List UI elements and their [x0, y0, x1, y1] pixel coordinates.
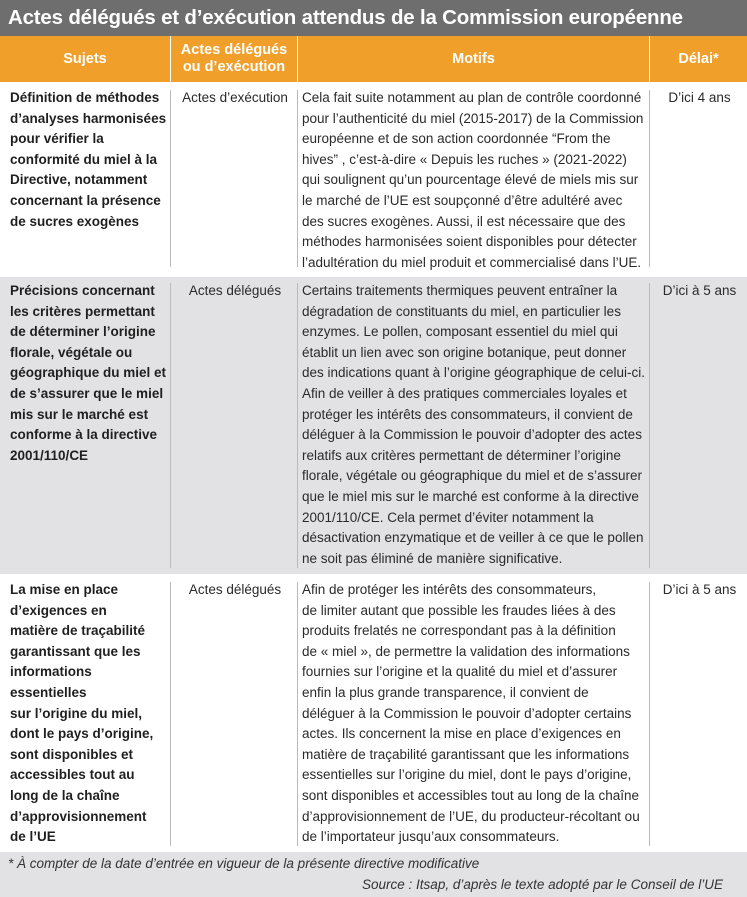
column-divider	[170, 283, 171, 568]
footnote: * À compter de la date d’entrée en vigueur de la présente directive modificative	[8, 856, 480, 871]
row-actes: Actes d’exécution	[182, 90, 288, 105]
row-delai: D’ici à 5 ans	[662, 582, 737, 597]
page-title: Actes délégués et d’exécution attendus de la Commission européenne	[0, 0, 747, 36]
row-motifs: Certains traitements thermiques peuvent entraîner la dégradation de constituants du miel, en particulier les enzymes. Le pollen, composant essentiel du miel qui établit un lien avec son origine botanique, peut donner des indications quant à l’origine géographique de celui-ci. Afin de veiller à des pratiques commerciales loyales et protéger les intérêts des consommateurs, il convient de déléguer à la Commission le pouvoir d’adopter des actes relatifs aux critères permettant de déterminer l’origine florale, végétale ou géographique du miel et de s’assurer que le miel mis sur le marché est conforme à la directive 2001/110/CE. Cela permet d’éviter notamment la désactivation enzymatique et de veiller à ce que le pollen ne soit pas éliminé de manière significative.	[302, 283, 645, 566]
footer	[0, 852, 747, 897]
row-delai: D’ici à 5 ans	[662, 283, 737, 298]
column-divider	[649, 582, 650, 846]
source-credit: Source : Itsap, d’après le texte adopté par le Conseil de l’UE	[362, 877, 723, 892]
table-header	[0, 36, 747, 82]
column-divider	[649, 283, 650, 568]
header-motifs: Motifs	[452, 50, 495, 67]
row-delai: D’ici 4 ans	[668, 90, 731, 105]
row-motifs: Cela fait suite notamment au plan de contrôle coordonné pour l’authenticité du miel (2015-2017) de la Commission européenne et de son action coordonnée “From the hives” , c’est-à-dire « Depuis les ruches » (2021-2022) qui soulignent qu’un pourcentage élevé de miels mis sur le marché de l’UE est soupçonné d’être adultéré avec des sucres exogènes. Aussi, il est nécessaire que des méthodes harmonisées soient disponibles pour détecter l’adultération du miel produit et commercialisé dans l’UE.	[302, 90, 644, 270]
column-divider	[170, 90, 171, 267]
header-actes-line2: ou d’exécution	[182, 59, 286, 75]
row-sujet: Précisions concernant les critères permettant de déterminer l’origine florale, végétale ou géographique du miel et de s’assurer que le miel mis sur le marché est conforme à la directive 2001/110/CE	[10, 283, 167, 463]
header-sujets: Sujets	[63, 50, 107, 67]
column-divider	[297, 90, 298, 267]
row-actes: Actes délégués	[188, 283, 282, 298]
table-row	[0, 82, 747, 275]
row-actes: Actes délégués	[188, 582, 282, 597]
header-delai: Délai*	[678, 50, 719, 67]
row-sujet: La mise en place d’exigences en matière de traçabilité garantissant que les informations essentielles sur l’origine du miel, dont le pays d’origine, sont disponibles et accessibles tout au long de la chaîne d’approvisionnement de l’UE	[10, 582, 154, 845]
row-sujet: Définition de méthodes d’analyses harmonisées pour vérifier la conformité du miel à la Directive, notamment concernant la présence de sucres exogènes	[10, 90, 167, 229]
column-divider	[297, 582, 298, 846]
column-divider	[170, 582, 171, 846]
row-motifs: Afin de protéger les intérêts des consommateurs, de limiter autant que possible les fraudes liées à des produits frelatés ne correspondant pas à la définition de « miel », de permettre la validation des informations fournies sur l’origine et la qualité du miel et d’assurer enfin la plus grande transparence, il convient de déléguer à la Commission le pouvoir d’adopter certains actes. Ils concernent la mise en place d’exigences en matière de traçabilité garantissant que les informations essentielles sur l’origine du miel, dont le pays d’origine, sont disponibles et accessibles tout au long de la chaîne d’approvisionnement de l’UE, du producteur-récoltant ou de l’importateur jusqu’aux consommateurs.	[302, 582, 640, 845]
column-divider	[297, 283, 298, 568]
header-actes-line1: Actes délégués	[180, 42, 288, 58]
table-row	[0, 576, 747, 852]
table-row	[0, 277, 747, 574]
header-actes	[171, 36, 297, 82]
column-divider	[649, 90, 650, 267]
